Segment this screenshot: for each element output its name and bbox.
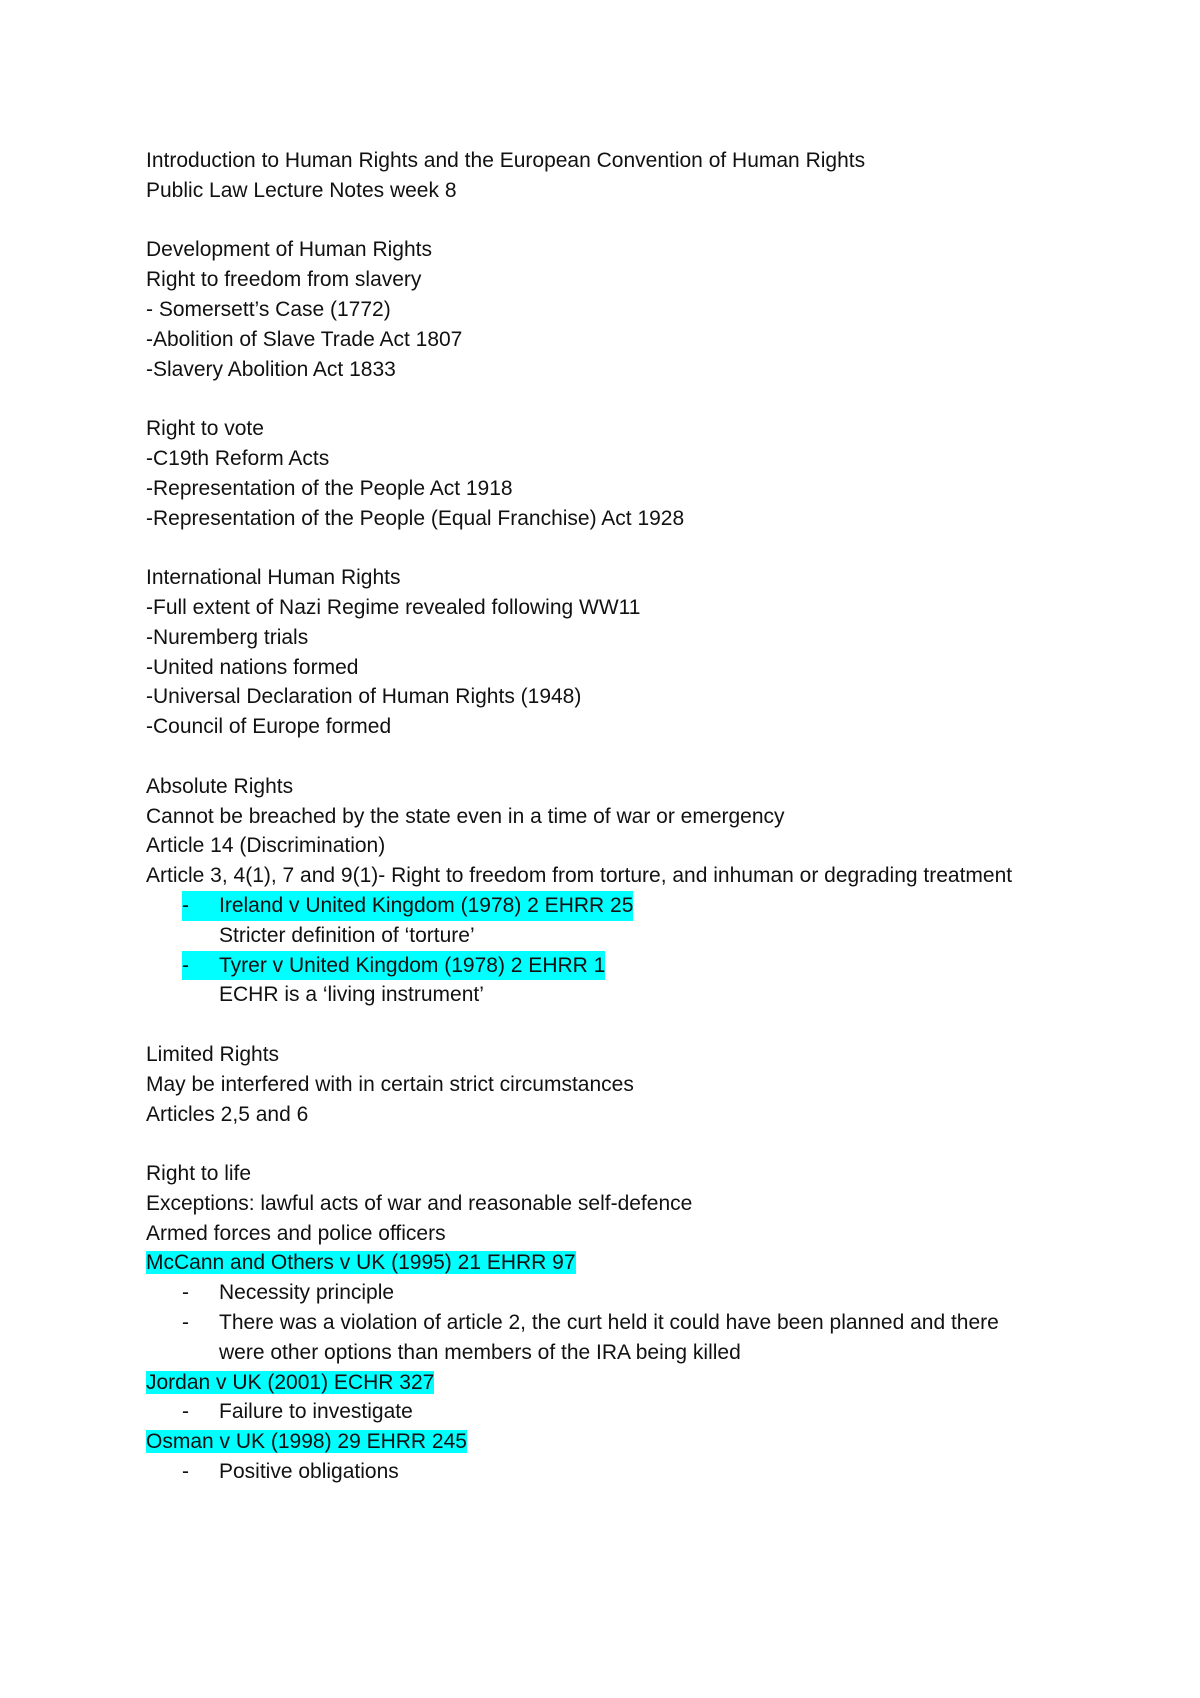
bullet-text: There was a violation of article 2, the curt held it could have been planned and there were other options than members of the IRA being killed (219, 1311, 999, 1364)
paragraph-line: May be interfered with in certain strict circumstances (146, 1072, 634, 1096)
bullet-dash: - (182, 891, 219, 921)
case-citation-highlighted (146, 1248, 1086, 1278)
document-title: Introduction to Human Rights and the European Convention of Human Rights (146, 149, 866, 172)
bullet-item (146, 1308, 1086, 1368)
spacer (146, 1129, 1086, 1159)
paragraph-line: Armed forces and police officers (146, 1221, 446, 1245)
case-citation: Ireland v United Kingdom (1978) 2 EHRR 25 (219, 891, 633, 921)
section-subheading: Right to freedom from slavery (146, 268, 422, 292)
bullet-dash: - (182, 1460, 189, 1484)
bullet-item (146, 1397, 1086, 1427)
case-note: Stricter definition of ‘torture’ (219, 923, 475, 947)
list-item: -Nuremberg trials (146, 625, 309, 649)
case-citation-highlighted (146, 1368, 1086, 1398)
spacer (146, 533, 1086, 563)
paragraph-line: Article 3, 4(1), 7 and 9(1)- Right to freedom from torture, and inhuman or degrading treatment (146, 864, 1013, 888)
section-heading: International Human Rights (146, 566, 401, 590)
list-item: - Somersett’s Case (1772) (146, 297, 391, 321)
case-citation-highlighted (146, 951, 1086, 981)
section-heading: Limited Rights (146, 1042, 280, 1066)
list-item: -Full extent of Nazi Regime revealed following WW11 (146, 595, 641, 619)
paragraph-line: Article 14 (Discrimination) (146, 834, 386, 858)
document-body (146, 146, 1086, 1487)
list-item: -C19th Reform Acts (146, 446, 330, 470)
spacer (146, 742, 1086, 772)
bullet-text: Failure to investigate (219, 1400, 413, 1424)
list-item: -Slavery Abolition Act 1833 (146, 357, 396, 381)
list-item: -Abolition of Slave Trade Act 1807 (146, 327, 463, 351)
list-item: -Representation of the People Act 1918 (146, 476, 513, 500)
bullet-dash: - (182, 1311, 189, 1335)
case-citation-highlighted (146, 891, 1086, 921)
section-heading: Absolute Rights (146, 774, 294, 798)
bullet-text: Positive obligations (219, 1460, 399, 1484)
bullet-text: Necessity principle (219, 1281, 395, 1305)
section-heading: Development of Human Rights (146, 238, 432, 262)
list-item: -United nations formed (146, 655, 359, 679)
paragraph-line: Exceptions: lawful acts of war and reasonable self-defence (146, 1191, 693, 1215)
case-citation: Tyrer v United Kingdom (1978) 2 EHRR 1 (219, 951, 605, 981)
bullet-dash: - (182, 1281, 189, 1305)
section-heading: Right to vote (146, 417, 264, 441)
bullet-item (146, 1457, 1086, 1487)
document-subtitle: Public Law Lecture Notes week 8 (146, 178, 457, 202)
list-item: -Representation of the People (Equal Franchise) Act 1928 (146, 506, 685, 530)
case-citation: McCann and Others v UK (1995) 21 EHRR 97 (146, 1251, 576, 1275)
case-citation-highlighted (146, 1427, 1086, 1457)
case-citation: Jordan v UK (2001) ECHR 327 (146, 1370, 435, 1394)
case-note: ECHR is a ‘living instrument’ (219, 983, 484, 1007)
paragraph-line: Articles 2,5 and 6 (146, 1102, 309, 1126)
paragraph-line: Cannot be breached by the state even in a time of war or emergency (146, 804, 785, 828)
spacer (146, 384, 1086, 414)
case-citation: Osman v UK (1998) 29 EHRR 245 (146, 1430, 467, 1454)
bullet-dash: - (182, 951, 219, 981)
list-item: -Universal Declaration of Human Rights (1948) (146, 685, 582, 709)
bullet-item (146, 1278, 1086, 1308)
list-item: -Council of Europe formed (146, 715, 392, 739)
spacer (146, 206, 1086, 236)
bullet-dash: - (182, 1400, 189, 1424)
spacer (146, 1010, 1086, 1040)
section-heading: Right to life (146, 1162, 252, 1186)
